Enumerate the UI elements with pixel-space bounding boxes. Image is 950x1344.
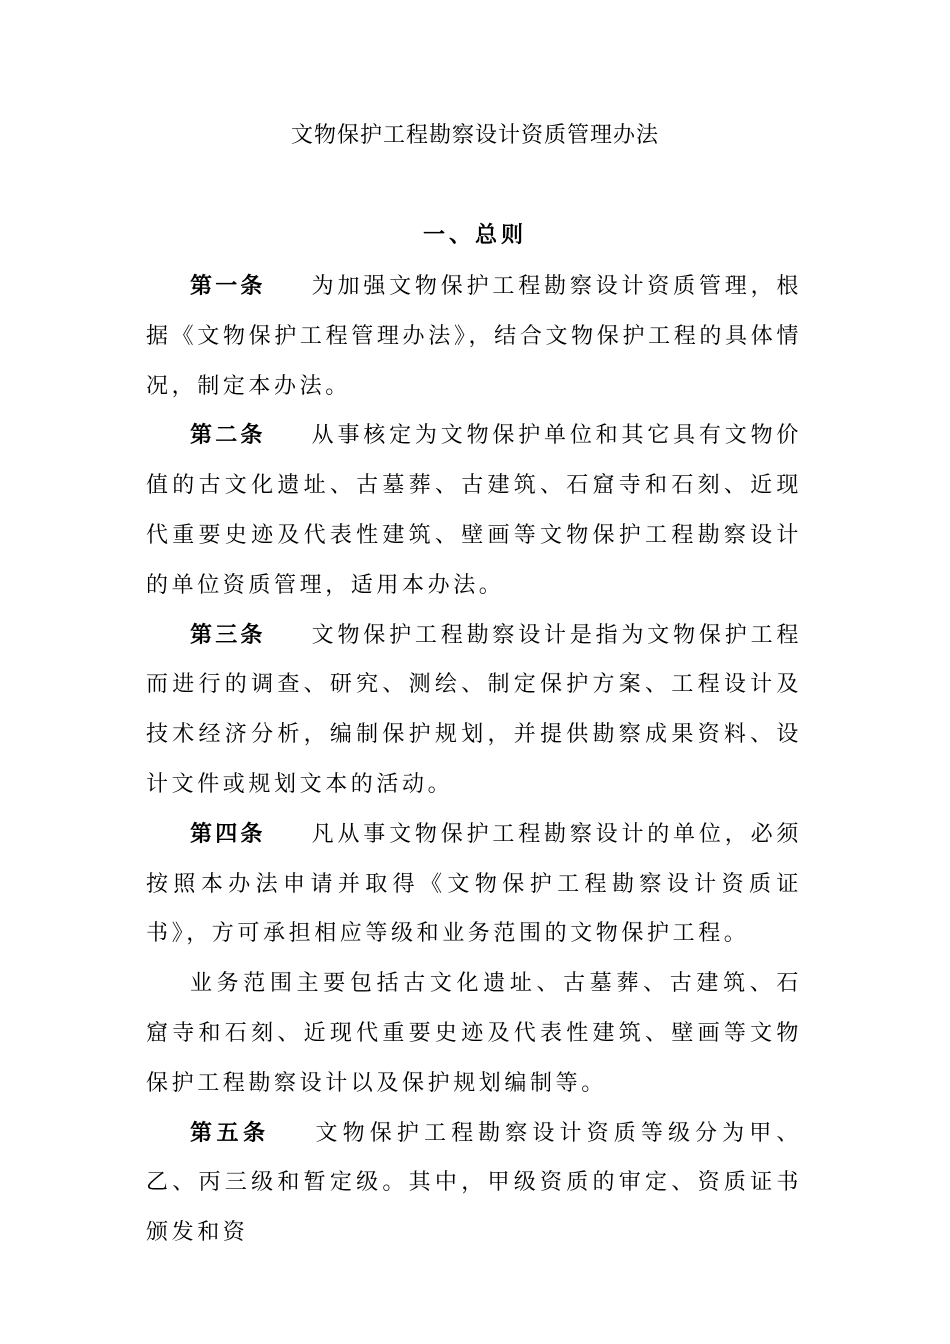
- article-paragraph: [146, 611, 802, 810]
- article-text: 为加强文物保护工程勘察设计资质管理，根据《文物保护工程管理办法》，结合文物保护工程的具体情况，制定本办法。: [146, 274, 802, 399]
- document-title: 文物保护工程勘察设计资质管理办法: [290, 123, 659, 148]
- article-paragraph: [146, 262, 802, 411]
- article-paragraph: [146, 1109, 802, 1258]
- plain-paragraph: [146, 959, 802, 1108]
- paragraph-text: 业务范围主要包括古文化遗址、古墓葬、古建筑、石窟寺和石刻、近现代重要史迹及代表性建筑、壁画等文物保护工程勘察设计以及保护规划编制等。: [146, 971, 802, 1096]
- article-label: 第四条: [190, 821, 266, 847]
- article-text: 文物保护工程勘察设计是指为文物保护工程而进行的调查、研究、测绘、制定保护方案、工程设计及技术经济分析，编制保护规划，并提供勘察成果资料、设计文件或规划文本的活动。: [146, 622, 802, 797]
- article-paragraph: [146, 411, 802, 610]
- document-body: [146, 262, 802, 1258]
- section-heading: 一、总则: [422, 223, 527, 248]
- article-text: 凡从事文物保护工程勘察设计的单位，必须按照本办法申请并取得《文物保护工程勘察设计资质证书》，方可承担相应等级和业务范围的文物保护工程。: [146, 821, 802, 947]
- article-label: 第五条: [190, 1120, 270, 1146]
- article-text: 从事核定为文物保护单位和其它具有文物价值的古文化遗址、古墓葬、古建筑、石窟寺和石刻、近现代重要史迹及代表性建筑、壁画等文物保护工程勘察设计的单位资质管理，适用本办法。: [146, 423, 802, 598]
- article-label: 第二条: [190, 423, 266, 449]
- article-label: 第一条: [190, 274, 266, 299]
- article-text: 文物保护工程勘察设计资质等级分为甲、乙、丙三级和暂定级。其中，甲级资质的审定、资质证书颁发和资: [146, 1120, 802, 1246]
- article-label: 第三条: [190, 622, 266, 648]
- article-paragraph: [146, 810, 802, 959]
